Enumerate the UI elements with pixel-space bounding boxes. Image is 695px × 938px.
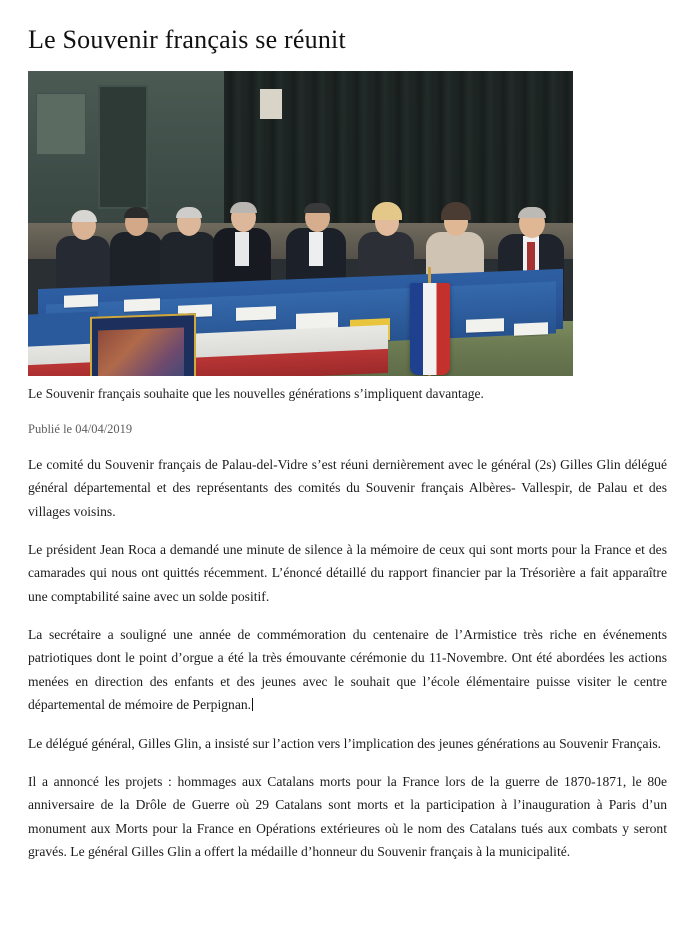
article-body	[28, 453, 667, 864]
photo-poster	[260, 89, 282, 119]
photo-person-body	[110, 232, 162, 290]
photo-person-hair	[304, 203, 331, 213]
photo-document	[514, 322, 548, 335]
photo-person	[56, 202, 110, 298]
photo-document	[64, 294, 98, 307]
photo-person	[110, 194, 162, 290]
article-paragraph: Le délégué général, Gilles Glin, a insisté sur l’action vers l’implication des jeunes générations au Souvenir Français.	[28, 735, 662, 751]
photo-person	[160, 196, 216, 296]
photo-wall-panel	[36, 93, 86, 155]
photo-person-shirt	[235, 232, 249, 266]
article-paragraph-with-caret	[28, 623, 667, 717]
photo-door	[98, 85, 148, 209]
photo-person-hair	[71, 210, 97, 222]
photo-document	[236, 306, 276, 321]
french-flag-icon	[410, 283, 450, 375]
article-paragraph: Le comité du Souvenir français de Palau-del-Vidre s’est réuni dernièrement avec le général (2s) Gilles Glin délégué général départemental et des représentants des comités du Souvenir français Albères- Vallespir, de Palau et des villages voisins.	[28, 456, 667, 519]
text-cursor	[252, 698, 253, 711]
photo-display-artwork	[98, 327, 184, 376]
article-paragraph: Il a annoncé les projets : hommages aux Catalans morts pour la France lors de la guerre de 1870-1871, le 80e anniversaire de la Drôle de Guerre où 29 Catalans sont morts et la participation à l’inauguration à Paris d’un monument aux Morts pour la France en Opérations extérieures où le nom des Catalans tués aux combats y seront gravés. Le général Gilles Glin a offert la médaille d’honneur du Souvenir français à la municipalité.	[28, 773, 667, 859]
photo-person-hair	[441, 202, 471, 220]
page-title: Le Souvenir français se réunit	[28, 25, 346, 54]
image-caption: Le Souvenir français souhaite que les nouvelles générations s’impliquent davantage.	[28, 385, 484, 401]
article-paragraph: Le président Jean Roca a demandé une minute de silence à la mémoire de ceux qui sont morts pour la France et des camarades qui nous ont quittés récemment. L’énoncé détaillé du rapport financier par la Trésorière a fait apparaître une comptabilité saine avec un solde positif.	[28, 541, 667, 604]
photo-person-hair	[372, 202, 402, 220]
photo-document	[466, 318, 504, 333]
photo-document	[124, 298, 160, 312]
photo-person-hair	[176, 207, 202, 218]
article-image	[28, 71, 573, 376]
photo-person-hair	[230, 202, 257, 213]
photo-person-hair	[518, 207, 546, 218]
photo-table-skirt-blue	[28, 311, 98, 346]
publish-date: Publié le 04/04/2019	[28, 421, 133, 436]
photo-person-hair	[124, 207, 149, 218]
photo-person-shirt	[309, 232, 323, 266]
article-paragraph-text: La secrétaire a souligné une année de commémoration du centenaire de l’Armistice très riche en événements patriotiques dont le point d’orgue a été la très émouvante cérémonie du 11-Novembre. Ont été abordées les actions menées en direction des enfants et des jeunes avec le souhait que l’école élémentaire puisse visiter le centre départemental de mémoire de Perpignan.	[28, 627, 667, 713]
article-figure	[28, 71, 573, 404]
